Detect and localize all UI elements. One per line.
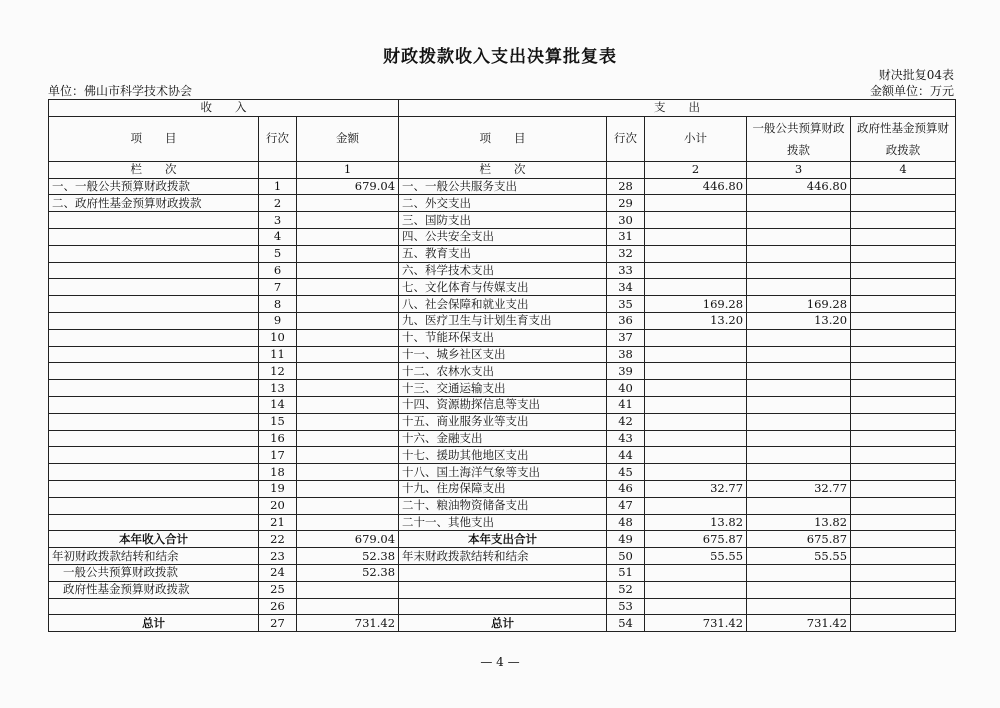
income-line: 16 <box>259 430 297 447</box>
col-index-2: 2 <box>645 161 747 178</box>
expense-item: 八、社会保障和就业支出 <box>399 296 607 313</box>
general-budget-amount <box>747 447 851 464</box>
expense-line: 50 <box>607 548 645 565</box>
income-line: 20 <box>259 497 297 514</box>
general-budget-amount <box>747 380 851 397</box>
income-item <box>49 212 259 229</box>
table-row <box>49 262 956 279</box>
expense-item <box>399 581 607 598</box>
income-item <box>49 464 259 481</box>
income-item <box>49 480 259 497</box>
income-amount <box>297 447 399 464</box>
income-amount <box>297 296 399 313</box>
expense-line: 30 <box>607 212 645 229</box>
expense-line: 44 <box>607 447 645 464</box>
appropriation-table <box>48 99 956 632</box>
income-amount <box>297 212 399 229</box>
gov-fund-amount <box>851 312 956 329</box>
expense-subtotal <box>645 413 747 430</box>
income-amount <box>297 598 399 615</box>
gov-fund-amount <box>851 178 956 195</box>
income-item: 政府性基金预算财政拨款 <box>49 581 259 598</box>
table-row <box>49 430 956 447</box>
expense-subtotal <box>645 228 747 245</box>
gov-fund-amount <box>851 329 956 346</box>
income-amount: 52.38 <box>297 548 399 565</box>
general-budget-amount <box>747 464 851 481</box>
expense-item: 二、外交支出 <box>399 195 607 212</box>
income-amount <box>297 514 399 531</box>
general-budget-amount: 32.77 <box>747 480 851 497</box>
general-budget-amount: 731.42 <box>747 615 851 632</box>
income-amount <box>297 363 399 380</box>
income-amount: 679.04 <box>297 178 399 195</box>
expense-line: 36 <box>607 312 645 329</box>
expense-item: 二十、粮油物资储备支出 <box>399 497 607 514</box>
income-amount <box>297 346 399 363</box>
table-row <box>49 279 956 296</box>
income-line: 11 <box>259 346 297 363</box>
gov-fund-amount <box>851 279 956 296</box>
expense-item: 十二、农林水支出 <box>399 363 607 380</box>
income-item <box>49 363 259 380</box>
gov-fund-amount <box>851 598 956 615</box>
expense-item: 十五、商业服务业等支出 <box>399 413 607 430</box>
general-budget-amount <box>747 564 851 581</box>
summary-row <box>49 548 956 565</box>
general-budget-amount <box>747 363 851 380</box>
gov-fund-amount <box>851 480 956 497</box>
income-item: 二、政府性基金预算财政拨款 <box>49 195 259 212</box>
general-budget-amount <box>747 430 851 447</box>
expense-item-header: 项 目 <box>399 116 607 161</box>
expense-subtotal: 13.82 <box>645 514 747 531</box>
expense-subtotal <box>645 564 747 581</box>
income-item-header: 项 目 <box>49 116 259 161</box>
expense-line: 45 <box>607 464 645 481</box>
income-line: 17 <box>259 447 297 464</box>
expense-line: 47 <box>607 497 645 514</box>
income-line-header: 行次 <box>259 116 297 161</box>
income-item <box>49 396 259 413</box>
income-amount <box>297 413 399 430</box>
gov-fund-amount <box>851 296 956 313</box>
gov-fund-amount <box>851 464 956 481</box>
expense-line: 32 <box>607 245 645 262</box>
expense-subtotal: 169.28 <box>645 296 747 313</box>
page-title: 财政拨款收入支出决算批复表 <box>383 47 617 67</box>
income-line: 25 <box>259 581 297 598</box>
gov-fund-amount <box>851 262 956 279</box>
expense-item: 十六、金融支出 <box>399 430 607 447</box>
income-line: 15 <box>259 413 297 430</box>
gov-fund-amount <box>851 430 956 447</box>
gov-fund-amount <box>851 514 956 531</box>
expense-item: 一、一般公共服务支出 <box>399 178 607 195</box>
unit-label: 单位：佛山市科学技术协会 <box>48 84 193 98</box>
expense-item <box>399 598 607 615</box>
income-item: 本年收入合计 <box>49 531 259 548</box>
general-budget-header: 一般公共预算财政拨款 <box>747 116 851 161</box>
income-amount <box>297 329 399 346</box>
expense-subtotal: 675.87 <box>645 531 747 548</box>
column-index-row <box>49 161 956 178</box>
income-item <box>49 245 259 262</box>
expense-subtotal <box>645 279 747 296</box>
expense-subtotal <box>645 346 747 363</box>
expense-subtotal: 32.77 <box>645 480 747 497</box>
income-line: 10 <box>259 329 297 346</box>
income-line: 6 <box>259 262 297 279</box>
income-amount <box>297 480 399 497</box>
income-item <box>49 228 259 245</box>
gov-fund-amount <box>851 396 956 413</box>
gov-fund-header: 政府性基金预算财政拨款 <box>851 116 956 161</box>
income-amount <box>297 497 399 514</box>
general-budget-amount <box>747 497 851 514</box>
table-row <box>49 212 956 229</box>
expense-subtotal <box>645 598 747 615</box>
gov-fund-amount <box>851 245 956 262</box>
expense-item: 二十一、其他支出 <box>399 514 607 531</box>
gov-fund-amount <box>851 497 956 514</box>
income-col-label: 栏 次 <box>49 161 259 178</box>
income-item <box>49 329 259 346</box>
table-row <box>49 346 956 363</box>
income-item: 一、一般公共预算财政拨款 <box>49 178 259 195</box>
income-line: 1 <box>259 178 297 195</box>
expense-subtotal <box>645 329 747 346</box>
summary-row <box>49 615 956 632</box>
general-budget-amount: 55.55 <box>747 548 851 565</box>
income-item <box>49 497 259 514</box>
gov-fund-amount <box>851 413 956 430</box>
general-budget-amount <box>747 581 851 598</box>
expense-subtotal <box>645 212 747 229</box>
expense-subtotal <box>645 464 747 481</box>
income-amount: 731.42 <box>297 615 399 632</box>
expense-subtotal <box>645 430 747 447</box>
table-row <box>49 497 956 514</box>
income-item: 总计 <box>49 615 259 632</box>
income-line: 22 <box>259 531 297 548</box>
gov-fund-amount <box>851 531 956 548</box>
expense-section-header: 支 出 <box>399 100 956 117</box>
general-budget-amount <box>747 262 851 279</box>
table-row <box>49 312 956 329</box>
income-line: 13 <box>259 380 297 397</box>
income-amount <box>297 581 399 598</box>
expense-line: 39 <box>607 363 645 380</box>
expense-line: 38 <box>607 346 645 363</box>
income-section-header: 收 入 <box>49 100 399 117</box>
expense-subtotal <box>645 497 747 514</box>
expense-subtotal: 446.80 <box>645 178 747 195</box>
column-header-row <box>49 116 956 161</box>
expense-item: 十八、国土海洋气象等支出 <box>399 464 607 481</box>
income-amount-header: 金额 <box>297 116 399 161</box>
income-amount: 679.04 <box>297 531 399 548</box>
expense-line: 51 <box>607 564 645 581</box>
expense-item: 七、文化体育与传媒支出 <box>399 279 607 296</box>
expense-item: 十一、城乡社区支出 <box>399 346 607 363</box>
gov-fund-amount <box>851 564 956 581</box>
income-item <box>49 262 259 279</box>
general-budget-amount <box>747 598 851 615</box>
income-item <box>49 380 259 397</box>
income-line: 27 <box>259 615 297 632</box>
income-line: 21 <box>259 514 297 531</box>
expense-line-header: 行次 <box>607 116 645 161</box>
income-item <box>49 346 259 363</box>
expense-item: 六、科学技术支出 <box>399 262 607 279</box>
gov-fund-amount <box>851 212 956 229</box>
income-amount: 52.38 <box>297 564 399 581</box>
income-amount <box>297 464 399 481</box>
expense-line: 35 <box>607 296 645 313</box>
income-line: 9 <box>259 312 297 329</box>
income-line: 24 <box>259 564 297 581</box>
income-item: 一般公共预算财政拨款 <box>49 564 259 581</box>
income-item <box>49 514 259 531</box>
table-row <box>49 178 956 195</box>
income-amount <box>297 396 399 413</box>
expense-item: 四、公共安全支出 <box>399 228 607 245</box>
income-line: 3 <box>259 212 297 229</box>
income-amount <box>297 195 399 212</box>
col-index-1: 1 <box>297 161 399 178</box>
expense-line: 52 <box>607 581 645 598</box>
income-amount <box>297 228 399 245</box>
table-row <box>49 447 956 464</box>
general-budget-amount: 446.80 <box>747 178 851 195</box>
expense-subtotal: 731.42 <box>645 615 747 632</box>
expense-line: 31 <box>607 228 645 245</box>
general-budget-amount <box>747 279 851 296</box>
income-line: 5 <box>259 245 297 262</box>
expense-line: 41 <box>607 396 645 413</box>
general-budget-amount: 13.82 <box>747 514 851 531</box>
income-line: 2 <box>259 195 297 212</box>
general-budget-amount <box>747 228 851 245</box>
expense-line: 42 <box>607 413 645 430</box>
table-row <box>49 245 956 262</box>
expense-subtotal <box>645 195 747 212</box>
general-budget-amount <box>747 413 851 430</box>
table-row <box>49 228 956 245</box>
income-item <box>49 430 259 447</box>
expense-subtotal <box>645 581 747 598</box>
summary-row <box>49 581 956 598</box>
expense-subtotal: 55.55 <box>645 548 747 565</box>
gov-fund-amount <box>851 228 956 245</box>
expense-line: 48 <box>607 514 645 531</box>
expense-line: 53 <box>607 598 645 615</box>
gov-fund-amount <box>851 380 956 397</box>
summary-row <box>49 598 956 615</box>
section-header-row <box>49 100 956 117</box>
table-row <box>49 464 956 481</box>
expense-subtotal <box>645 262 747 279</box>
expense-line: 54 <box>607 615 645 632</box>
expense-item: 总计 <box>399 615 607 632</box>
page-number: — 4 — <box>480 655 520 669</box>
income-item <box>49 279 259 296</box>
income-line: 4 <box>259 228 297 245</box>
gov-fund-amount <box>851 447 956 464</box>
income-item <box>49 598 259 615</box>
income-amount <box>297 312 399 329</box>
form-number: 财决批复04表 <box>878 68 954 82</box>
general-budget-amount: 13.20 <box>747 312 851 329</box>
expense-line: 49 <box>607 531 645 548</box>
income-line: 14 <box>259 396 297 413</box>
expense-item: 十九、住房保障支出 <box>399 480 607 497</box>
general-budget-amount: 169.28 <box>747 296 851 313</box>
expense-line: 29 <box>607 195 645 212</box>
gov-fund-amount <box>851 581 956 598</box>
table-row <box>49 329 956 346</box>
col-index-4: 4 <box>851 161 956 178</box>
expense-item: 九、医疗卫生与计划生育支出 <box>399 312 607 329</box>
general-budget-amount <box>747 346 851 363</box>
income-item: 年初财政拨款结转和结余 <box>49 548 259 565</box>
income-line-index <box>259 161 297 178</box>
gov-fund-amount <box>851 195 956 212</box>
general-budget-amount: 675.87 <box>747 531 851 548</box>
table-row <box>49 396 956 413</box>
col-index-3: 3 <box>747 161 851 178</box>
income-item <box>49 296 259 313</box>
money-unit-label: 金额单位：万元 <box>869 84 954 98</box>
gov-fund-amount <box>851 346 956 363</box>
expense-item: 年末财政拨款结转和结余 <box>399 548 607 565</box>
expense-line: 46 <box>607 480 645 497</box>
expense-subtotal <box>645 447 747 464</box>
expense-item: 十七、援助其他地区支出 <box>399 447 607 464</box>
expense-col-label: 栏 次 <box>399 161 607 178</box>
gov-fund-amount <box>851 363 956 380</box>
expense-item: 三、国防支出 <box>399 212 607 229</box>
income-amount <box>297 380 399 397</box>
general-budget-amount <box>747 195 851 212</box>
general-budget-amount <box>747 212 851 229</box>
general-budget-amount <box>747 396 851 413</box>
income-line: 12 <box>259 363 297 380</box>
expense-line: 37 <box>607 329 645 346</box>
expense-line-index <box>607 161 645 178</box>
expense-item: 十、节能环保支出 <box>399 329 607 346</box>
gov-fund-amount <box>851 548 956 565</box>
expense-line: 28 <box>607 178 645 195</box>
expense-item: 五、教育支出 <box>399 245 607 262</box>
table-row <box>49 363 956 380</box>
table-row <box>49 195 956 212</box>
income-line: 19 <box>259 480 297 497</box>
income-item <box>49 447 259 464</box>
table-row <box>49 514 956 531</box>
summary-row <box>49 564 956 581</box>
expense-item: 本年支出合计 <box>399 531 607 548</box>
expense-subtotal <box>645 380 747 397</box>
income-line: 18 <box>259 464 297 481</box>
expense-subtotal <box>645 245 747 262</box>
income-line: 8 <box>259 296 297 313</box>
expense-subtotal <box>645 363 747 380</box>
summary-row <box>49 531 956 548</box>
table-row <box>49 380 956 397</box>
income-amount <box>297 430 399 447</box>
income-line: 7 <box>259 279 297 296</box>
table-row <box>49 296 956 313</box>
expense-subtotal: 13.20 <box>645 312 747 329</box>
gov-fund-amount <box>851 615 956 632</box>
expense-line: 43 <box>607 430 645 447</box>
income-item <box>49 312 259 329</box>
income-amount <box>297 279 399 296</box>
income-line: 23 <box>259 548 297 565</box>
expense-subtotal-header: 小计 <box>645 116 747 161</box>
income-amount <box>297 262 399 279</box>
expense-line: 33 <box>607 262 645 279</box>
income-line: 26 <box>259 598 297 615</box>
income-amount <box>297 245 399 262</box>
expense-line: 34 <box>607 279 645 296</box>
expense-item: 十四、资源勘探信息等支出 <box>399 396 607 413</box>
expense-subtotal <box>645 396 747 413</box>
income-item <box>49 413 259 430</box>
general-budget-amount <box>747 245 851 262</box>
table-row <box>49 413 956 430</box>
expense-line: 40 <box>607 380 645 397</box>
table-row <box>49 480 956 497</box>
expense-item <box>399 564 607 581</box>
expense-item: 十三、交通运输支出 <box>399 380 607 397</box>
general-budget-amount <box>747 329 851 346</box>
